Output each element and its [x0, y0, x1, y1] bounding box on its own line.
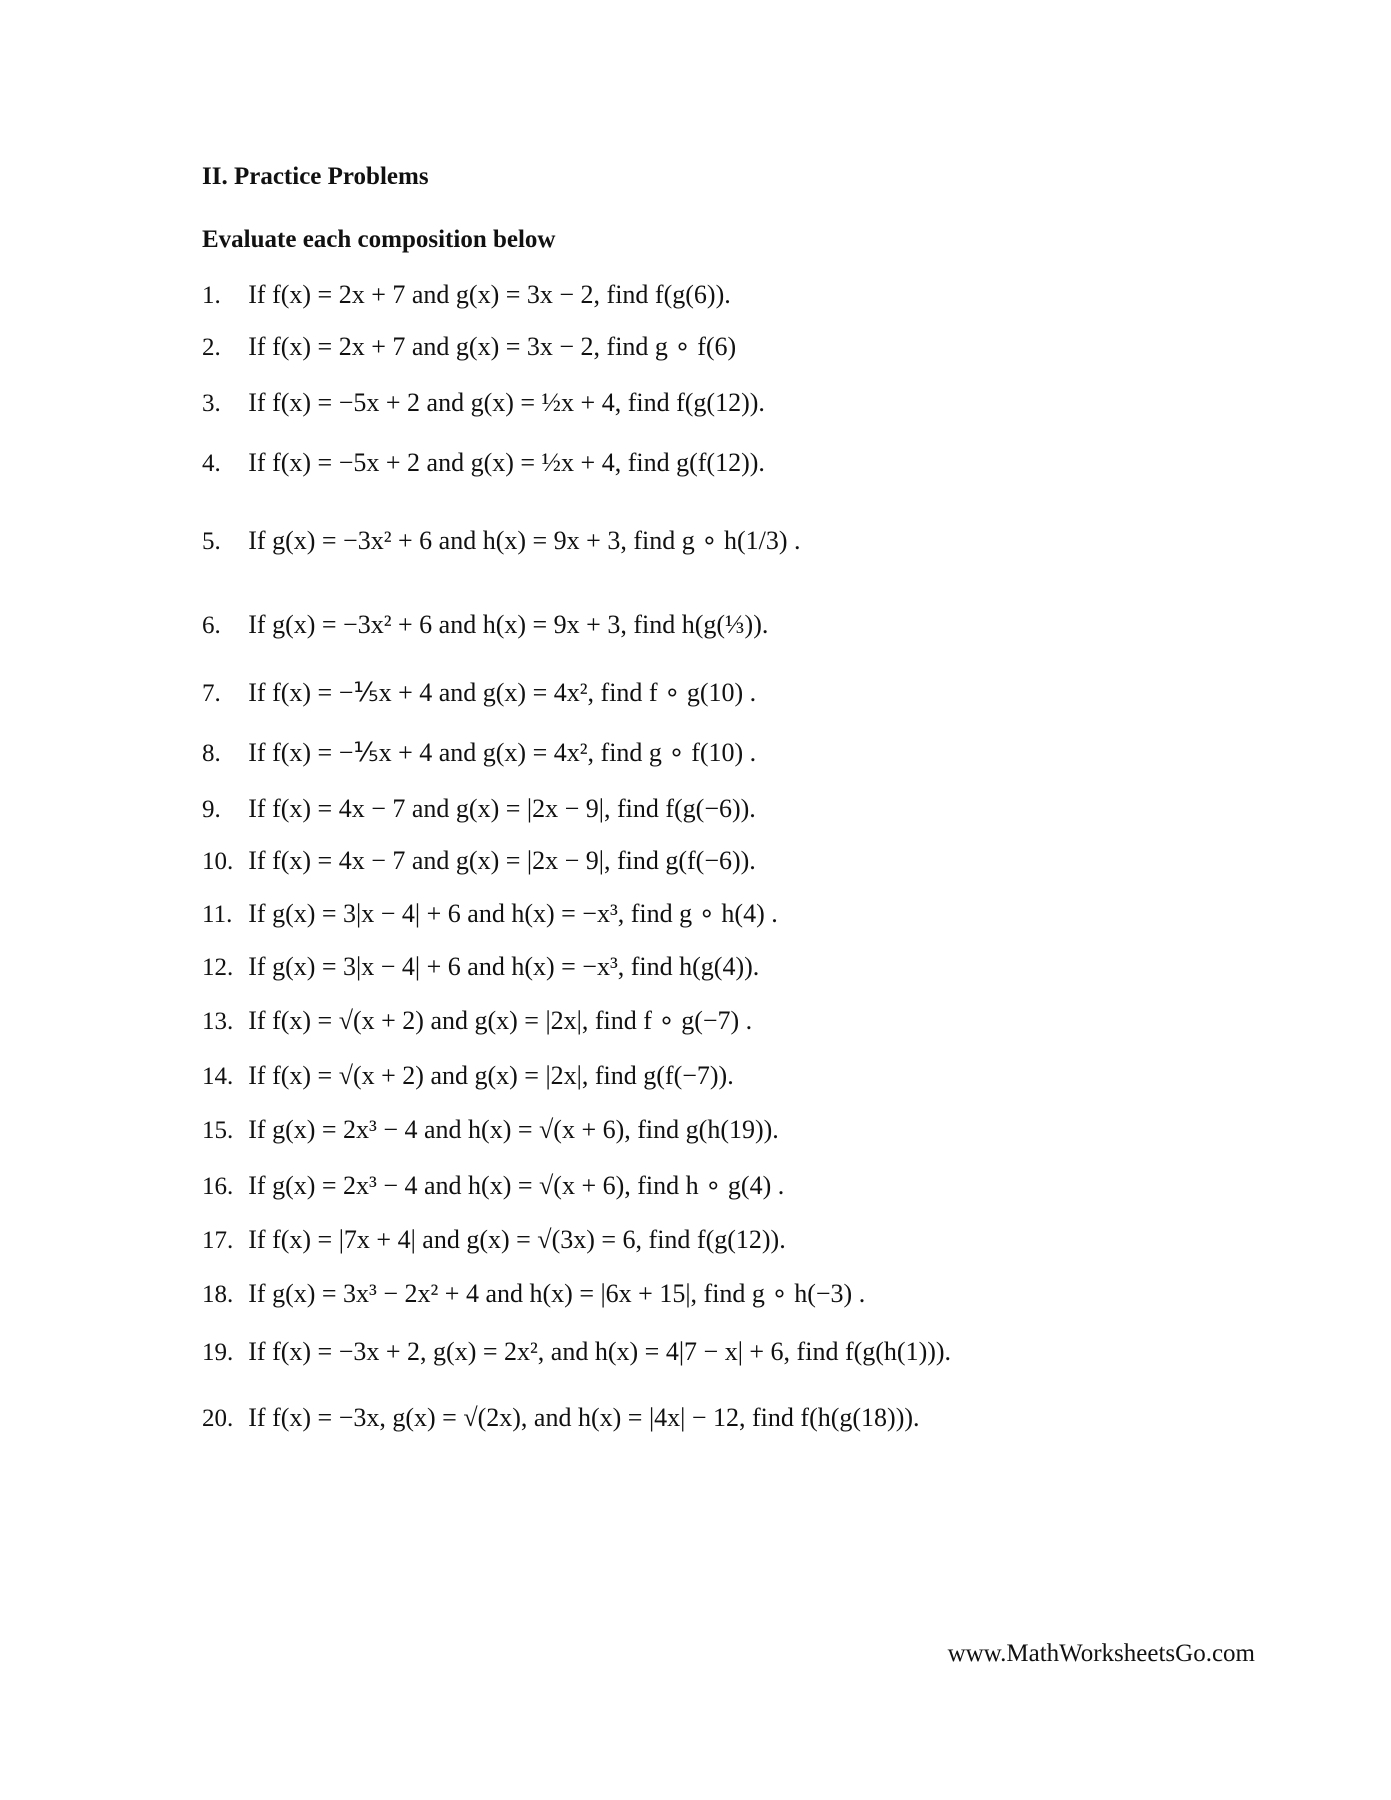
problem-item	[202, 899, 778, 929]
problem-item	[202, 1171, 784, 1201]
problem-item	[202, 1006, 752, 1036]
problem-number: 6.	[202, 612, 221, 639]
problem-text: If f(x) = −⅕x + 4 and g(x) = 4x², find f ∘ g(10) .	[248, 678, 757, 707]
problem-number: 11.	[202, 901, 233, 928]
problem-item	[202, 738, 756, 768]
problem-number: 8.	[202, 740, 221, 767]
problem-item	[202, 610, 768, 640]
problem-text: If f(x) = −3x + 2, g(x) = 2x², and h(x) = 4|7 − x| + 6, find f(g(h(1))).	[248, 1337, 952, 1366]
problem-number: 16.	[202, 1173, 234, 1200]
problem-text: If f(x) = 2x + 7 and g(x) = 3x − 2, find g ∘ f(6)	[248, 332, 737, 361]
problem-number: 3.	[202, 390, 221, 417]
problem-item	[202, 1337, 951, 1367]
section-title: II. Practice Problems	[202, 163, 429, 190]
problem-number: 14.	[202, 1063, 234, 1090]
problem-text: If g(x) = −3x² + 6 and h(x) = 9x + 3, find h(g(⅓)).	[248, 610, 769, 639]
problem-text: If f(x) = 2x + 7 and g(x) = 3x − 2, find f(g(6)).	[248, 280, 731, 309]
problem-item	[202, 1225, 786, 1255]
problem-number: 13.	[202, 1008, 234, 1035]
footer-website: www.MathWorksheetsGo.com	[947, 1640, 1255, 1667]
problem-number: 12.	[202, 954, 234, 981]
problem-item	[202, 846, 756, 876]
problem-item	[202, 1115, 779, 1145]
problem-number: 15.	[202, 1117, 234, 1144]
problem-text: If g(x) = 3|x − 4| + 6 and h(x) = −x³, find g ∘ h(4) .	[248, 899, 778, 928]
instructions-heading: Evaluate each composition below	[202, 226, 556, 253]
problem-number: 4.	[202, 450, 221, 477]
problem-item	[202, 332, 736, 362]
problem-number: 10.	[202, 848, 234, 875]
problem-item	[202, 388, 765, 418]
problem-text: If f(x) = √(x + 2) and g(x) = |2x|, find f ∘ g(−7) .	[248, 1006, 753, 1035]
problem-number: 1.	[202, 282, 221, 309]
problem-text: If g(x) = 2x³ − 4 and h(x) = √(x + 6), find g(h(19)).	[248, 1115, 779, 1144]
problem-text: If f(x) = −⅕x + 4 and g(x) = 4x², find g ∘ f(10) .	[248, 738, 757, 767]
problem-text: If f(x) = |7x + 4| and g(x) = √(3x) = 6, find f(g(12)).	[248, 1225, 786, 1254]
problem-text: If f(x) = −3x, g(x) = √(2x), and h(x) = |4x| − 12, find f(h(g(18))).	[248, 1403, 920, 1432]
problem-text: If g(x) = −3x² + 6 and h(x) = 9x + 3, find g ∘ h(1/3) .	[248, 526, 801, 555]
problem-text: If f(x) = −5x + 2 and g(x) = ½x + 4, find g(f(12)).	[248, 448, 765, 477]
problem-item	[202, 952, 759, 982]
problem-number: 19.	[202, 1339, 234, 1366]
problem-text: If g(x) = 3x³ − 2x² + 4 and h(x) = |6x + 15|, find g ∘ h(−3) .	[248, 1279, 866, 1308]
problem-item	[202, 1403, 920, 1433]
problem-item	[202, 1279, 865, 1309]
problem-text: If f(x) = 4x − 7 and g(x) = |2x − 9|, find g(f(−6)).	[248, 846, 756, 875]
problem-number: 9.	[202, 796, 221, 823]
problem-text: If g(x) = 3|x − 4| + 6 and h(x) = −x³, find h(g(4)).	[248, 952, 760, 981]
problem-text: If g(x) = 2x³ − 4 and h(x) = √(x + 6), find h ∘ g(4) .	[248, 1171, 785, 1200]
problem-item	[202, 678, 756, 708]
problem-item	[202, 1061, 734, 1091]
problem-text: If f(x) = √(x + 2) and g(x) = |2x|, find g(f(−7)).	[248, 1061, 734, 1090]
problem-item	[202, 448, 765, 478]
problem-number: 18.	[202, 1281, 234, 1308]
problem-number: 5.	[202, 528, 221, 555]
problem-number: 17.	[202, 1227, 234, 1254]
problem-number: 7.	[202, 680, 221, 707]
problem-item	[202, 794, 756, 824]
problem-text: If f(x) = −5x + 2 and g(x) = ½x + 4, find f(g(12)).	[248, 388, 765, 417]
problem-item	[202, 526, 801, 556]
problem-number: 2.	[202, 334, 221, 361]
problem-text: If f(x) = 4x − 7 and g(x) = |2x − 9|, find f(g(−6)).	[248, 794, 756, 823]
problem-item	[202, 280, 731, 310]
problem-number: 20.	[202, 1405, 234, 1432]
